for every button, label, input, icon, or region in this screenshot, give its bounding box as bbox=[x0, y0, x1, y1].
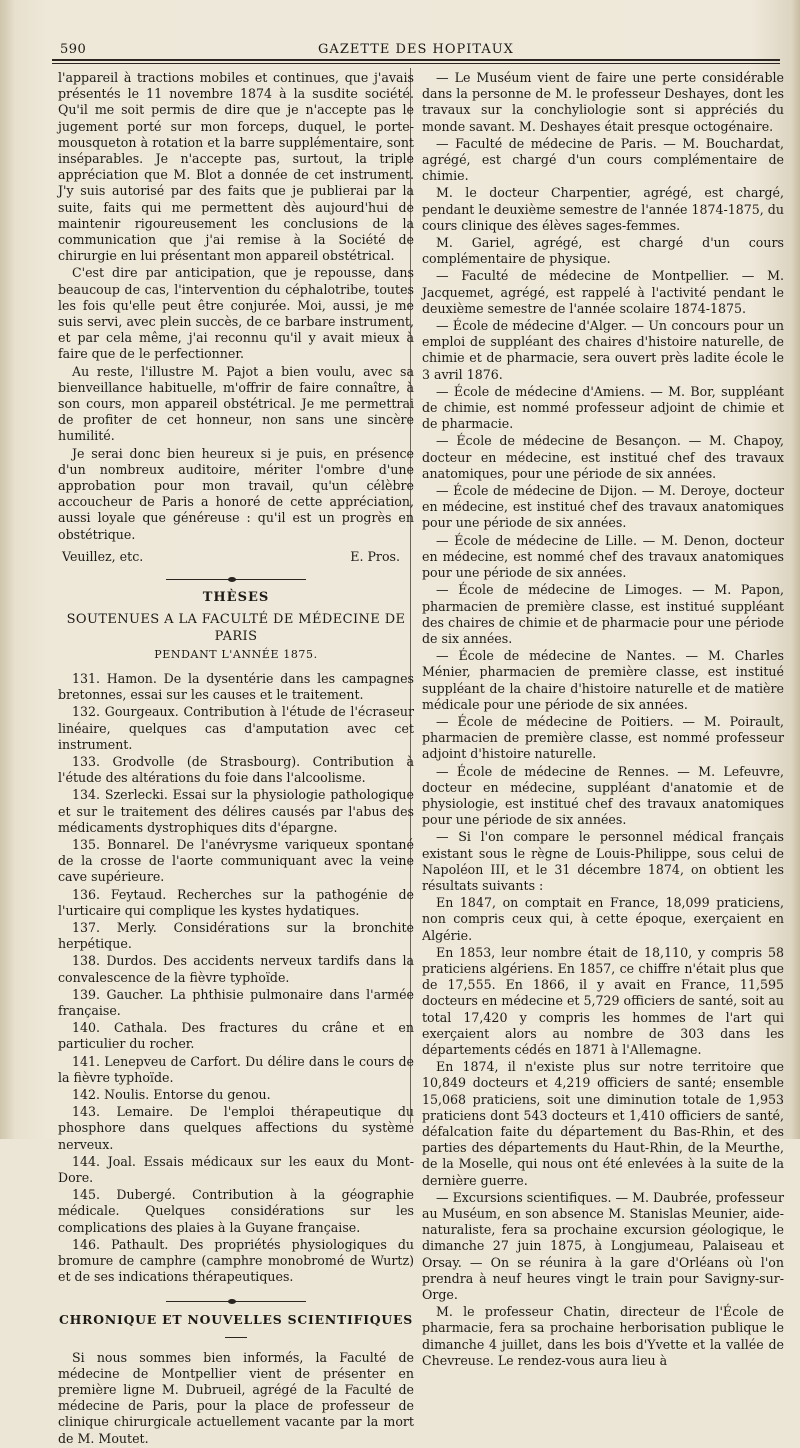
chronicle-title: CHRONIQUE ET NOUVELLES SCIENTIFIQUES bbox=[58, 1312, 413, 1328]
news-paragraph: — École de médecine de Poitiers. — M. Poirault, pharmacien de première classe, est nommé professeur adjoint d'histoire naturelle. bbox=[422, 713, 784, 762]
thesis-item: 146. Pathault. Des propriétés physiologiques du bromure de camphre (camphre monobromé de Wurtz) et de ses indications thérapeutiques. bbox=[58, 1236, 414, 1285]
thesis-item: 137. Merly. Considérations sur la bronchite herpétique. bbox=[58, 919, 414, 952]
news-paragraph: En 1853, leur nombre était de 18,110, y compris 58 praticiens algériens. En 1857, ce chiffre n'était plus que de 17,555. En 1866, il y avait en France, 11,595 docteurs en médecine et 5,729 officiers de santé, soit au total 17,420 y compris les hommes de l'art qui exerçaient alors au nombre de 303 dans les départements cédés en 1871 à l'Allemagne. bbox=[422, 944, 784, 1057]
thesis-item: 143. Lemaire. De l'emploi thérapeutique du phosphore dans quelques affections du système nerveux. bbox=[58, 1104, 414, 1152]
page-edge-left bbox=[0, 0, 14, 1139]
thesis-item: 138. Durdos. Des accidents nerveux tardifs dans la convalescence de la fièvre typhoïde. bbox=[58, 953, 414, 985]
thesis-item: 144. Joal. Essais médicaux sur les eaux du Mont-Dore. bbox=[58, 1153, 414, 1185]
letter-paragraph: Au reste, l'illustre M. Pajot a bien voulu, avec sa bienveillance habituelle, m'offrir de faire connaître, à son cours, mon appareil obstétrical. Je me permettrai de profiter de cet honneur, non sans une sincère humilité. bbox=[58, 363, 414, 444]
page-number: 590 bbox=[60, 42, 87, 57]
news-paragraph: M. le professeur Chatin, directeur de l'École de pharmacie, fera sa prochaine herborisation publique le dimanche 4 juillet, dans les bois d'Yvette et la vallée de Chevreuse. Le rendez-vous aura lieu à bbox=[422, 1304, 784, 1368]
letter-paragraph: l'appareil à tractions mobiles et continues, que j'avais présentés le 11 novembre 1874 à la susdite société. Qu'il me soit permis de dire que je n'accepte pas le jugement porté sur mon forceps, duquel, le porte-mousqueton à rotation et la barre supplémentaire, sont inséparables. Je n'accepte pas, surtout, la triple appréciation que M. Blot a donnée de cet instrument. J'y suis autorisé par des faits que je publierai par la suite, faits qui me permettent dès aujourd'hui de maintenir rigoureusement les conclusions de la communication que j'ai remise à la Société de chirurgie en lui présentant mon appareil obstétrical. bbox=[58, 70, 414, 264]
thesis-item: 134. Szerlecki. Essai sur la physiologie pathologique et sur le traitement des délires causés par l'abus des médicaments dystrophiques dits d'épargne. bbox=[58, 787, 414, 835]
theses-title: THÈSES bbox=[202, 590, 270, 606]
signature-line bbox=[58, 549, 414, 565]
news-paragraph: — École de médecine de Limoges. — M. Papon, pharmacien de première classe, est institué suppléant des chaires de chimie et de pharmacie pour une période de six années. bbox=[422, 582, 784, 646]
news-paragraph: — École de médecine de Besançon. — M. Chapoy, docteur en médecine, est institué chef des travaux anatomiques, pour une période de six années. bbox=[422, 433, 784, 481]
thesis-item: 140. Cathala. Des fractures du crâne et en particulier du rocher. bbox=[58, 1020, 414, 1052]
thesis-item: 131. Hamon. De la dysentérie dans les campagnes bretonnes, essai sur les causes et le traitement. bbox=[58, 670, 414, 703]
theses-period: PENDANT L'ANNÉE 1875. bbox=[154, 647, 318, 661]
news-paragraph: — École de médecine d'Amiens. — M. Bor, suppléant de chimie, est nommé professeur adjoint de chimie et de pharmacie. bbox=[422, 383, 784, 432]
page-edge-right bbox=[790, 0, 800, 1139]
short-dash bbox=[225, 1337, 247, 1338]
signature: E. Pros. bbox=[350, 548, 400, 564]
news-paragraph: M. le docteur Charpentier, agrégé, est chargé, pendant le deuxième semestre de l'année 1874-1875, du cours clinique des élèves sages-femmes. bbox=[422, 185, 784, 233]
thesis-item: 145. Dubergé. Contribution à la géographie médicale. Quelques considérations sur les complications des plaies à la Guyane française. bbox=[58, 1187, 414, 1235]
news-paragraph: M. Gariel, agrégé, est chargé d'un cours complémentaire de physique. bbox=[422, 235, 784, 267]
news-paragraph: — Faculté de médecine de Montpellier. — M. Jacquemet, agrégé, est rappelé à l'activité pendant le deuxième semestre de l'année scolaire 1874-1875. bbox=[422, 268, 784, 316]
news-paragraph: En 1874, il n'existe plus sur notre territoire que 10,849 docteurs et 4,219 officiers de santé; ensemble 15,068 praticiens, soit une diminution totale de 1,953 praticiens dont 543 docteurs et 1,410 officiers de santé, défalcation faite du département du Bas-Rhin, et des parties des départements du Haut-Rhin, de la Meurthe, de la Moselle, qui nous ont été enlevées à la suite de la dernière guerre. bbox=[422, 1059, 784, 1188]
thesis-item: 133. Grodvolle (de Strasbourg). Contribution à l'étude des altérations du foie dans l'alcoolisme. bbox=[58, 753, 414, 786]
theses-list bbox=[58, 671, 414, 1286]
section-separator bbox=[166, 579, 306, 580]
thesis-item: 139. Gaucher. La phthisie pulmonaire dans l'armée française. bbox=[58, 986, 414, 1018]
section-separator bbox=[166, 1301, 306, 1302]
news-paragraph: — Si l'on compare le personnel médical français existant sous le règne de Louis-Philippe, sous celui de Napoléon III, et le 31 décembre 1874, on obtient les résultats suivants : bbox=[422, 829, 784, 893]
thesis-item: 142. Noulis. Entorse du genou. bbox=[72, 1086, 271, 1102]
news-paragraph: — École de médecine de Nantes. — M. Charles Ménier, pharmacien de première classe, est institué suppléant de la chaire d'histoire naturelle et de matière médicale pour une période de six années. bbox=[422, 648, 784, 712]
news-paragraph: — École de médecine d'Alger. — Un concours pour un emploi de suppléant des chaires d'histoire naturelle, de chimie et de pharmacie, sera ouvert près ladite école le 3 avril 1876. bbox=[422, 318, 784, 382]
letter-paragraph: Je serai donc bien heureux si je puis, en présence d'un nombreux auditoire, mériter l'ombre d'une approbation pour mon travail, qu'un célèbre accoucheur de Paris a honoré de cette appréciation, aussi loyale que généreuse : qu'il est un progrès en obstétrique. bbox=[58, 445, 414, 542]
thesis-item: 132. Gourgeaux. Contribution à l'étude de l'écraseur linéaire, quelques cas d'amputation avec cet instrument. bbox=[58, 704, 414, 752]
theses-subtitle: SOUTENUES A LA FACULTÉ DE MÉDECINE DE PARIS bbox=[66, 612, 406, 644]
news-paragraph: En 1847, on comptait en France, 18,099 praticiens, non compris ceux qui, à cette époque, exerçaient en Algérie. bbox=[422, 895, 784, 943]
thesis-item: 136. Feytaud. Recherches sur la pathogénie de l'urticaire qui complique les kystes hydatiques. bbox=[58, 886, 414, 918]
header-rule bbox=[52, 59, 780, 64]
news-paragraph: — École de médecine de Lille. — M. Denon, docteur en médecine, est nommé chef des travaux anatomiques pour une période de six années. bbox=[422, 532, 784, 581]
running-title: GAZETTE DES HOPITAUX bbox=[318, 42, 514, 57]
letter-paragraph: C'est dire par anticipation, que je repousse, dans beaucoup de cas, l'intervention du céphalotribe, toutes les fois qu'elle peut être conjurée. Moi, aussi, je me suis servi, avec plein succès, de ce barbare instrument, et par cela même, j'ai reconnu qu'il y avait mieux à faire que de le perfectionner. bbox=[58, 265, 414, 362]
left-column bbox=[58, 70, 414, 1448]
news-paragraph: — École de médecine de Dijon. — M. Deroye, docteur en médecine, est institué chef des travaux anatomiques pour une période de six années. bbox=[422, 483, 784, 531]
news-paragraph: — Faculté de médecine de Paris. — M. Bouchardat, agrégé, est chargé d'un cours complémentaire de chimie. bbox=[422, 135, 784, 184]
closing-formula: Veuillez, etc. bbox=[62, 548, 144, 564]
right-column bbox=[422, 70, 784, 1370]
chronicle-paragraph: Si nous sommes bien informés, la Faculté de médecine de Montpellier vient de présenter en première ligne M. Dubrueil, agrégé de la Faculté de médecine de Paris, pour la place de professeur de clinique chirurgicale actuellement vacante par la mort de M. Moutet. bbox=[58, 1349, 414, 1446]
news-paragraph: — Le Muséum vient de faire une perte considérable dans la personne de M. le professeur Deshayes, dont les travaux sur la conchyliologie sont si appréciés du monde savant. M. Deshayes était presque octogénaire. bbox=[422, 70, 784, 134]
thesis-item: 135. Bonnarel. De l'anévrysme variqueux spontané de la crosse de l'aorte communiquant avec la veine cave supérieure. bbox=[58, 836, 414, 885]
thesis-item: 141. Lenepveu de Carfort. Du délire dans le cours de la fièvre typhoïde. bbox=[58, 1053, 414, 1085]
news-paragraph: — Excursions scientifiques. — M. Daubrée, professeur au Muséum, en son absence M. Stanislas Meunier, aide-naturaliste, fera sa prochaine excursion géologique, le dimanche 27 juin 1875, à Longjumeau, Palaiseau et Orsay. — On se réunira à la gare d'Orléans où l'on prendra à neuf heures vingt le train pour Savigny-sur-Orge. bbox=[422, 1189, 784, 1303]
news-paragraph: — École de médecine de Rennes. — M. Lefeuvre, docteur en médecine, suppléant d'anatomie et de physiologie, est institué chef des travaux anatomiques pour une période de six années. bbox=[422, 763, 784, 828]
